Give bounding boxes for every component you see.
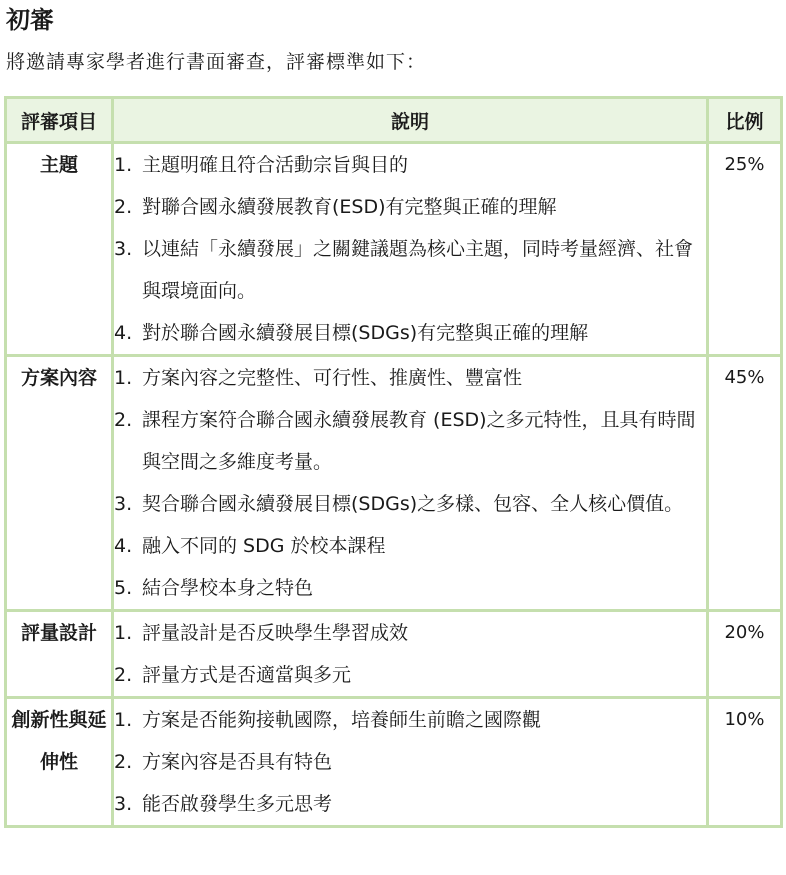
table-header	[7, 99, 780, 141]
criteria-list	[114, 612, 706, 696]
criteria-point	[114, 399, 706, 483]
point-number: 1.	[114, 367, 133, 389]
criteria-point	[114, 186, 706, 228]
criteria-point	[114, 654, 706, 696]
point-text: 以連結「永續發展」之關鍵議題為核心主題，同時考量經濟、社會與環境面向。	[142, 238, 694, 302]
point-text: 融入不同的 SDG 於校本課程	[142, 535, 386, 557]
criteria-point	[114, 699, 706, 741]
point-text: 方案內容是否具有特色	[142, 751, 333, 773]
criteria-point	[114, 783, 706, 825]
point-text: 能否啟發學生多元思考	[142, 793, 333, 815]
row-item-label: 評量設計	[20, 622, 97, 644]
row-description	[114, 144, 706, 354]
point-text: 方案是否能夠接軌國際，培養師生前瞻之國際觀	[142, 709, 542, 731]
criteria-list	[114, 144, 706, 354]
point-number: 3.	[114, 238, 133, 260]
point-text: 課程方案符合聯合國永續發展教育 (ESD)之多元特性，且具有時間與空間之多維度考量。	[142, 409, 696, 473]
row-percentage: 45%	[709, 357, 780, 609]
header-item: 評審項目	[7, 99, 111, 141]
criteria-point	[114, 357, 706, 399]
point-text: 評量方式是否適當與多元	[142, 664, 352, 686]
table-body	[7, 144, 780, 825]
row-description	[114, 699, 706, 825]
table-row	[7, 699, 780, 825]
row-item-label: 方案內容	[20, 367, 97, 389]
row-percentage: 20%	[709, 612, 780, 696]
header-description: 說明	[114, 99, 706, 141]
point-number: 1.	[114, 154, 133, 176]
criteria-list	[114, 699, 706, 825]
table-row	[7, 612, 780, 696]
review-criteria-table	[4, 96, 783, 828]
point-text: 主題明確且符合活動宗旨與目的	[142, 154, 409, 176]
criteria-point	[114, 312, 706, 354]
point-number: 4.	[114, 535, 133, 557]
row-percentage: 25%	[709, 144, 780, 354]
row-item	[7, 357, 111, 609]
point-text: 評量設計是否反映學生學習成效	[142, 622, 409, 644]
page-heading: 初審	[6, 6, 54, 34]
point-number: 5.	[114, 577, 133, 599]
point-number: 3.	[114, 793, 133, 815]
intro-text: 將邀請專家學者進行書面審查，評審標準如下：	[6, 51, 427, 73]
criteria-point	[114, 525, 706, 567]
point-number: 2.	[114, 409, 133, 431]
row-item-label: 主題	[39, 154, 78, 176]
point-number: 4.	[114, 322, 133, 344]
header-percentage: 比例	[709, 99, 780, 141]
criteria-point	[114, 612, 706, 654]
point-number: 1.	[114, 622, 133, 644]
criteria-list	[114, 357, 706, 609]
row-item	[7, 612, 111, 696]
header-row	[7, 99, 780, 141]
point-text: 方案內容之完整性、可行性、推廣性、豐富性	[142, 367, 523, 389]
point-text: 對於聯合國永續發展目標(SDGs)有完整與正確的理解	[142, 322, 589, 344]
row-description	[114, 357, 706, 609]
point-number: 3.	[114, 493, 133, 515]
point-text: 結合學校本身之特色	[142, 577, 314, 599]
point-number: 2.	[114, 196, 133, 218]
criteria-point	[114, 567, 706, 609]
criteria-point	[114, 228, 706, 312]
point-number: 1.	[114, 709, 133, 731]
criteria-point	[114, 144, 706, 186]
criteria-point	[114, 483, 706, 525]
point-text: 對聯合國永續發展教育(ESD)有完整與正確的理解	[142, 196, 557, 218]
point-text: 契合聯合國永續發展目標(SDGs)之多樣、包容、全人核心價值。	[142, 493, 684, 515]
row-percentage: 10%	[709, 699, 780, 825]
row-item	[7, 144, 111, 354]
criteria-point	[114, 741, 706, 783]
row-item-label: 創新性與延伸性	[11, 709, 107, 773]
row-item	[7, 699, 111, 825]
point-number: 2.	[114, 751, 133, 773]
table-row	[7, 357, 780, 609]
row-description	[114, 612, 706, 696]
point-number: 2.	[114, 664, 133, 686]
table-row	[7, 144, 780, 354]
